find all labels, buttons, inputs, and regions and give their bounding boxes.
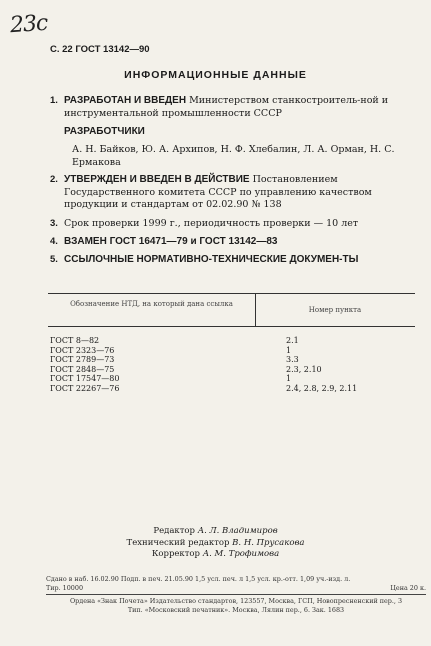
section-heading: ВЗАМЕН ГОСТ 16471—79 и ГОСТ 13142—83: [64, 236, 278, 247]
document-cell: ГОСТ 8—82: [50, 336, 100, 345]
table-header-document: Обозначение НТД, на который дана ссылка: [70, 300, 233, 308]
item-cell: 1: [286, 374, 292, 383]
credit-role: Редактор: [153, 526, 195, 536]
document-cell: ГОСТ 17547—80: [50, 374, 120, 383]
handwritten-note: 23с: [9, 10, 49, 39]
section-heading: РАЗРАБОТАН И ВВЕДЕН: [64, 95, 187, 106]
table-row: [48, 336, 415, 346]
credit-line: [0, 526, 431, 538]
editorial-credits: [0, 526, 431, 561]
credit-line: [0, 549, 431, 561]
section-heading: ССЫЛОЧНЫЕ НОРМАТИВНО-ТЕХНИЧЕСКИЕ ДОКУМЕН-ТЫ: [64, 254, 359, 265]
section-heading: УТВЕРЖДЕН И ВВЕДЕН В ДЕЙСТВИЕ: [64, 174, 250, 185]
item-cell: 2.1: [286, 336, 299, 345]
section-5: [50, 254, 410, 267]
developers-list: А. Н. Байков, Ю. А. Архипов, Н. Ф. Хлебалин, Л. А. Орман, Н. С. Ермакова: [72, 144, 395, 168]
credit-role: Технический редактор: [126, 537, 230, 548]
imprint-block: [46, 575, 426, 614]
table-header-rule: [48, 326, 415, 327]
imprint-publisher: Ордена «Знак Почета» Издательство стандартов, 123557, Москва, ГСП, Новопресненский пер., 3: [69, 597, 403, 605]
table-row: [48, 384, 415, 394]
item-cell: 2.4, 2.8, 2.9, 2.11: [286, 383, 358, 393]
table-row: [48, 365, 415, 375]
item-cell: 2.3, 2.10: [286, 364, 322, 374]
section-title: ИНФОРМАЦИОННЫЕ ДАННЫЕ: [124, 69, 307, 81]
section-text: Срок проверки 1999 г., периодичность проверки — 10 лет: [64, 218, 359, 229]
credit-line: [0, 538, 431, 550]
section-number: 1.: [50, 95, 58, 106]
credit-name: А. М. Трофимова: [202, 549, 280, 559]
item-cell: 3.3: [286, 355, 299, 364]
section-number: 4.: [50, 236, 58, 247]
section-4: [50, 236, 410, 249]
section-1: [50, 95, 410, 120]
section-3: [50, 218, 410, 231]
section-2: [50, 174, 410, 212]
section-text: Постановлением Государственного комитета СССР по управлению качеством продукции и стандартам от 02.02.90 № 138: [64, 174, 372, 210]
page-header: С. 22 ГОСТ 13142—90: [50, 44, 150, 55]
table-header-item: Номер пункта: [308, 306, 362, 314]
section-text: Министерством станкостроитель-ной и инструментальной промышленности СССР: [64, 95, 389, 119]
table-row: [48, 355, 415, 365]
imprint-circulation: Тир. 10000: [46, 583, 84, 592]
document-cell: ГОСТ 2789—73: [50, 355, 115, 364]
imprint-rule: [46, 594, 426, 595]
imprint-print-data: Сдано в наб. 16.02.90 Подп. в печ. 21.05.90 1,5 усл. печ. л 1,5 усл. кр.-отт. 1,09 уч.-изд. л.: [46, 575, 351, 583]
developers-heading: РАЗРАБОТЧИКИ: [64, 126, 145, 137]
section-number: 5.: [50, 254, 58, 265]
table-row: [48, 374, 415, 384]
imprint-price: Цена 20 к.: [390, 583, 426, 592]
document-cell: ГОСТ 2848—75: [50, 364, 115, 374]
table-row: [48, 346, 415, 356]
credit-name: В. Н. Прусакова: [232, 537, 305, 548]
imprint-printer: Тип. «Московский печатник». Москва, Лялин пер., 6. Зак. 1683: [127, 605, 345, 614]
section-number: 2.: [50, 174, 58, 185]
document-cell: ГОСТ 2323—76: [50, 345, 115, 355]
credit-role: Корректор: [151, 549, 200, 559]
imprint-run-line: [46, 584, 426, 593]
credit-name: А. Л. Владимиров: [197, 526, 278, 536]
document-cell: ГОСТ 22267—76: [50, 383, 120, 393]
table-top-rule: [48, 293, 415, 294]
section-number: 3.: [50, 218, 58, 229]
item-cell: 1: [286, 345, 292, 355]
